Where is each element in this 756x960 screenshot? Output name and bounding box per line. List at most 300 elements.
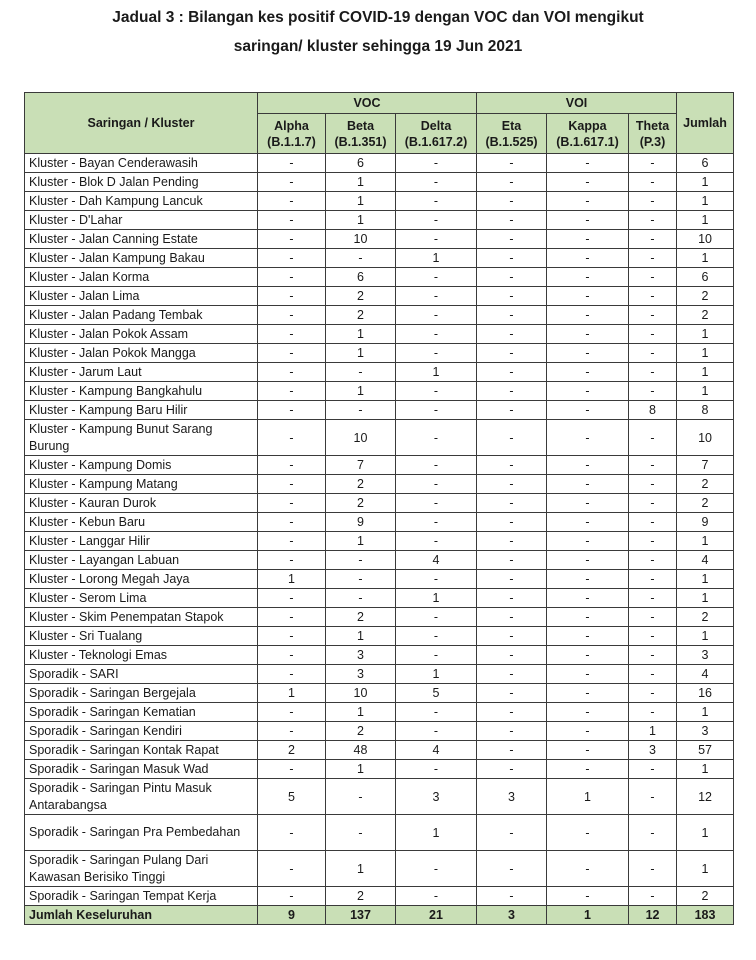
row-total-cell: 1 xyxy=(677,325,734,344)
variant-count-cell: 2 xyxy=(326,287,396,306)
variant-count-cell: 1 xyxy=(547,779,629,815)
variant-count-cell: - xyxy=(258,192,326,211)
variant-count-cell: - xyxy=(547,608,629,627)
variant-count-cell: - xyxy=(477,665,547,684)
variant-count-cell: - xyxy=(477,627,547,646)
table-row xyxy=(25,532,734,551)
variant-count-cell: - xyxy=(547,249,629,268)
variant-count-cell: - xyxy=(258,401,326,420)
row-label: Sporadik - Saringan Bergejala xyxy=(25,684,258,703)
variant-count-cell: 10 xyxy=(326,684,396,703)
row-label: Kluster - Jalan Padang Tembak xyxy=(25,306,258,325)
row-label: Kluster - Lorong Megah Jaya xyxy=(25,570,258,589)
header-variant: Delta (B.1.617.2) xyxy=(396,114,477,154)
variant-count-cell: - xyxy=(547,268,629,287)
variant-count-cell: 7 xyxy=(326,456,396,475)
table-row xyxy=(25,325,734,344)
variant-count-cell: 3 xyxy=(629,741,677,760)
grand-total-cell: 3 xyxy=(477,906,547,925)
table-row xyxy=(25,513,734,532)
variant-count-cell: 1 xyxy=(326,851,396,887)
variant-count-cell: 1 xyxy=(326,211,396,230)
variant-count-cell: - xyxy=(477,287,547,306)
header-total: Jumlah xyxy=(677,93,734,154)
table-row xyxy=(25,741,734,760)
variant-count-cell: - xyxy=(258,665,326,684)
row-total-cell: 4 xyxy=(677,665,734,684)
variant-count-cell: 4 xyxy=(396,551,477,570)
row-total-cell: 7 xyxy=(677,456,734,475)
grand-total-cell: 21 xyxy=(396,906,477,925)
variant-count-cell: - xyxy=(547,344,629,363)
variant-count-cell: - xyxy=(629,287,677,306)
variant-count-cell: - xyxy=(396,344,477,363)
row-label: Kluster - Layangan Labuan xyxy=(25,551,258,570)
variant-count-cell: 48 xyxy=(326,741,396,760)
grand-total-cell: 137 xyxy=(326,906,396,925)
variant-count-cell: - xyxy=(547,420,629,456)
table-row xyxy=(25,154,734,173)
variant-count-cell: - xyxy=(629,173,677,192)
variant-count-cell: 6 xyxy=(326,268,396,287)
variant-count-cell: - xyxy=(477,382,547,401)
variant-count-cell: - xyxy=(629,230,677,249)
variant-count-cell: - xyxy=(629,760,677,779)
row-label: Sporadik - Saringan Kendiri xyxy=(25,722,258,741)
table-row xyxy=(25,779,734,815)
row-total-cell: 1 xyxy=(677,703,734,722)
variant-count-cell: 3 xyxy=(326,646,396,665)
table-row xyxy=(25,230,734,249)
variant-count-cell: - xyxy=(547,551,629,570)
header-variant: Kappa (B.1.617.1) xyxy=(547,114,629,154)
variant-count-cell: 5 xyxy=(396,684,477,703)
grand-total-sum: 183 xyxy=(677,906,734,925)
variant-count-cell: - xyxy=(396,722,477,741)
table-row xyxy=(25,306,734,325)
variant-count-cell: - xyxy=(258,420,326,456)
variant-count-cell: - xyxy=(396,173,477,192)
row-label: Sporadik - Saringan Pulang Dari Kawasan Berisiko Tinggi xyxy=(25,851,258,887)
variant-count-cell: - xyxy=(396,608,477,627)
variant-count-cell: - xyxy=(258,608,326,627)
variant-count-cell: - xyxy=(477,249,547,268)
row-total-cell: 10 xyxy=(677,420,734,456)
variant-count-cell: - xyxy=(258,646,326,665)
variant-count-cell: - xyxy=(629,570,677,589)
table-row xyxy=(25,249,734,268)
table-row xyxy=(25,287,734,306)
table-row xyxy=(25,887,734,906)
variant-count-cell: - xyxy=(258,513,326,532)
row-total-cell: 1 xyxy=(677,851,734,887)
variant-count-cell: - xyxy=(258,722,326,741)
row-label: Kluster - Kampung Baru Hilir xyxy=(25,401,258,420)
row-label: Sporadik - Saringan Tempat Kerja xyxy=(25,887,258,906)
variant-count-cell: - xyxy=(547,703,629,722)
variant-count-cell: 1 xyxy=(326,382,396,401)
variant-count-cell: - xyxy=(477,154,547,173)
variant-count-cell: - xyxy=(629,851,677,887)
table-body xyxy=(25,154,734,906)
variant-count-cell: - xyxy=(396,532,477,551)
row-label: Kluster - Kebun Baru xyxy=(25,513,258,532)
variant-count-cell: - xyxy=(629,154,677,173)
table-row xyxy=(25,627,734,646)
variant-count-cell: - xyxy=(477,684,547,703)
variant-count-cell: - xyxy=(477,456,547,475)
variant-count-cell: - xyxy=(547,646,629,665)
variant-count-cell: - xyxy=(258,456,326,475)
row-total-cell: 2 xyxy=(677,475,734,494)
variant-count-cell: - xyxy=(477,192,547,211)
variant-count-cell: - xyxy=(629,192,677,211)
variant-count-cell: - xyxy=(629,551,677,570)
grand-total-cell: 12 xyxy=(629,906,677,925)
variant-count-cell: - xyxy=(396,287,477,306)
variant-count-cell: - xyxy=(326,249,396,268)
table-row xyxy=(25,760,734,779)
variant-count-cell: 2 xyxy=(326,722,396,741)
variant-count-cell: - xyxy=(629,589,677,608)
row-total-cell: 1 xyxy=(677,382,734,401)
variant-count-cell: - xyxy=(629,703,677,722)
row-total-cell: 1 xyxy=(677,173,734,192)
variant-count-cell: - xyxy=(547,363,629,382)
row-total-cell: 6 xyxy=(677,268,734,287)
variant-count-cell: 9 xyxy=(326,513,396,532)
variant-count-cell: 8 xyxy=(629,401,677,420)
row-label: Kluster - Jalan Korma xyxy=(25,268,258,287)
variant-count-cell: 4 xyxy=(396,741,477,760)
variant-count-cell: 10 xyxy=(326,420,396,456)
variant-count-cell: - xyxy=(258,268,326,287)
variant-count-cell: - xyxy=(258,230,326,249)
variant-count-cell: 1 xyxy=(396,363,477,382)
variant-count-cell: - xyxy=(629,887,677,906)
row-total-cell: 1 xyxy=(677,815,734,851)
variant-count-cell: - xyxy=(477,722,547,741)
row-label: Sporadik - Saringan Kematian xyxy=(25,703,258,722)
variant-count-cell: - xyxy=(396,306,477,325)
variant-count-cell: - xyxy=(396,627,477,646)
variant-count-cell: - xyxy=(629,306,677,325)
variant-count-cell: - xyxy=(629,608,677,627)
variant-count-cell: - xyxy=(326,551,396,570)
table-row xyxy=(25,722,734,741)
row-label: Kluster - Jalan Pokok Mangga xyxy=(25,344,258,363)
grand-total-row xyxy=(25,906,734,925)
row-label: Kluster - D'Lahar xyxy=(25,211,258,230)
table-row xyxy=(25,684,734,703)
variant-count-cell: - xyxy=(477,325,547,344)
variant-count-cell: - xyxy=(629,363,677,382)
row-label: Sporadik - Saringan Masuk Wad xyxy=(25,760,258,779)
variant-count-cell: 1 xyxy=(326,173,396,192)
variant-count-cell: - xyxy=(547,306,629,325)
variant-count-cell: 2 xyxy=(326,475,396,494)
variant-count-cell: 1 xyxy=(396,815,477,851)
row-label: Kluster - Teknologi Emas xyxy=(25,646,258,665)
variant-count-cell: - xyxy=(396,325,477,344)
row-total-cell: 1 xyxy=(677,211,734,230)
row-label: Kluster - Jalan Lima xyxy=(25,287,258,306)
variant-count-cell: - xyxy=(258,532,326,551)
row-total-cell: 9 xyxy=(677,513,734,532)
variant-count-cell: - xyxy=(326,363,396,382)
table-row xyxy=(25,211,734,230)
variant-count-cell: - xyxy=(547,665,629,684)
variant-count-cell: - xyxy=(629,249,677,268)
variant-count-cell: - xyxy=(629,665,677,684)
variant-count-cell: 1 xyxy=(396,665,477,684)
variant-count-cell: - xyxy=(326,815,396,851)
variant-count-cell: - xyxy=(629,268,677,287)
row-total-cell: 1 xyxy=(677,627,734,646)
row-label: Sporadik - Saringan Pra Pembedahan xyxy=(25,815,258,851)
variant-count-cell: - xyxy=(396,401,477,420)
table-row xyxy=(25,382,734,401)
row-total-cell: 10 xyxy=(677,230,734,249)
row-label: Kluster - Jalan Kampung Bakau xyxy=(25,249,258,268)
row-total-cell: 1 xyxy=(677,532,734,551)
row-label: Kluster - Kampung Matang xyxy=(25,475,258,494)
variant-count-cell: - xyxy=(477,363,547,382)
row-total-cell: 1 xyxy=(677,570,734,589)
variant-count-cell: - xyxy=(547,815,629,851)
table-row xyxy=(25,646,734,665)
table-row xyxy=(25,475,734,494)
variant-count-cell: - xyxy=(477,344,547,363)
variant-count-cell: - xyxy=(547,287,629,306)
variant-count-cell: - xyxy=(326,589,396,608)
row-total-cell: 1 xyxy=(677,760,734,779)
row-total-cell: 4 xyxy=(677,551,734,570)
variant-count-cell: - xyxy=(396,230,477,249)
variant-count-cell: - xyxy=(258,551,326,570)
row-total-cell: 2 xyxy=(677,887,734,906)
row-label: Kluster - Kauran Durok xyxy=(25,494,258,513)
row-label: Sporadik - Saringan Pintu Masuk Antarabangsa xyxy=(25,779,258,815)
variant-count-cell: - xyxy=(326,779,396,815)
variant-count-cell: - xyxy=(477,741,547,760)
variant-count-cell: - xyxy=(258,494,326,513)
variant-count-cell: - xyxy=(258,344,326,363)
table-row xyxy=(25,401,734,420)
variant-count-cell: 1 xyxy=(258,684,326,703)
table-row xyxy=(25,551,734,570)
variant-count-cell: 1 xyxy=(326,627,396,646)
variant-count-cell: - xyxy=(477,646,547,665)
table-row xyxy=(25,570,734,589)
variant-count-cell: - xyxy=(547,684,629,703)
variant-count-cell: - xyxy=(258,627,326,646)
row-label: Kluster - Bayan Cenderawasih xyxy=(25,154,258,173)
variant-count-cell: - xyxy=(629,513,677,532)
row-total-cell: 2 xyxy=(677,608,734,627)
row-label: Kluster - Jalan Canning Estate xyxy=(25,230,258,249)
row-label: Kluster - Sri Tualang xyxy=(25,627,258,646)
variant-count-cell: - xyxy=(477,760,547,779)
variant-count-cell: - xyxy=(258,887,326,906)
variant-count-cell: - xyxy=(547,456,629,475)
header-variant: Beta (B.1.351) xyxy=(326,114,396,154)
header-cluster: Saringan / Kluster xyxy=(25,93,258,154)
variant-count-cell: - xyxy=(629,475,677,494)
variant-count-cell: - xyxy=(477,401,547,420)
variant-count-cell: - xyxy=(396,851,477,887)
variant-count-cell: 1 xyxy=(258,570,326,589)
variant-count-cell: 1 xyxy=(326,703,396,722)
variant-count-cell: 5 xyxy=(258,779,326,815)
variant-count-cell: - xyxy=(629,646,677,665)
variant-count-cell: 1 xyxy=(326,760,396,779)
table-row xyxy=(25,456,734,475)
variant-count-cell: - xyxy=(477,513,547,532)
variant-count-cell: - xyxy=(547,722,629,741)
variant-count-cell: - xyxy=(629,532,677,551)
variant-count-cell: 1 xyxy=(326,192,396,211)
variant-count-cell: - xyxy=(258,249,326,268)
table-row xyxy=(25,703,734,722)
variant-count-cell: 2 xyxy=(326,608,396,627)
variant-count-cell: - xyxy=(477,173,547,192)
row-label: Kluster - Kampung Bangkahulu xyxy=(25,382,258,401)
variant-count-cell: - xyxy=(547,851,629,887)
variant-count-cell: - xyxy=(258,475,326,494)
variant-count-cell: - xyxy=(629,325,677,344)
variant-count-cell: - xyxy=(629,211,677,230)
variant-count-cell: 2 xyxy=(326,306,396,325)
variant-count-cell: - xyxy=(547,741,629,760)
row-label: Kluster - Skim Penempatan Stapok xyxy=(25,608,258,627)
table-row xyxy=(25,494,734,513)
variant-count-cell: 3 xyxy=(477,779,547,815)
row-label: Sporadik - Saringan Kontak Rapat xyxy=(25,741,258,760)
variant-count-cell: - xyxy=(547,532,629,551)
variant-count-cell: - xyxy=(477,420,547,456)
variant-count-cell: - xyxy=(396,154,477,173)
variant-count-cell: - xyxy=(258,211,326,230)
variant-count-cell: - xyxy=(547,401,629,420)
table-row xyxy=(25,173,734,192)
row-label: Kluster - Langgar Hilir xyxy=(25,532,258,551)
variant-count-cell: - xyxy=(547,589,629,608)
row-label: Kluster - Blok D Jalan Pending xyxy=(25,173,258,192)
variant-count-cell: - xyxy=(258,760,326,779)
table-row xyxy=(25,665,734,684)
variant-count-cell: - xyxy=(547,475,629,494)
header-voi: VOI xyxy=(477,93,677,114)
row-total-cell: 1 xyxy=(677,249,734,268)
row-total-cell: 2 xyxy=(677,494,734,513)
variant-count-cell: - xyxy=(258,382,326,401)
variant-count-cell: - xyxy=(258,173,326,192)
variant-count-cell: - xyxy=(477,551,547,570)
variant-count-cell: - xyxy=(396,456,477,475)
row-total-cell: 1 xyxy=(677,192,734,211)
variant-count-cell: 1 xyxy=(396,249,477,268)
variant-count-cell: - xyxy=(326,570,396,589)
row-total-cell: 8 xyxy=(677,401,734,420)
variant-count-cell: 3 xyxy=(326,665,396,684)
variant-count-cell: - xyxy=(477,570,547,589)
variant-count-cell: - xyxy=(396,420,477,456)
row-label: Sporadik - SARI xyxy=(25,665,258,684)
row-total-cell: 1 xyxy=(677,344,734,363)
grand-total-label: Jumlah Keseluruhan xyxy=(25,906,258,925)
table-title-line-2: saringan/ kluster sehingga 19 Jun 2021 xyxy=(233,38,523,55)
variant-count-cell: - xyxy=(477,211,547,230)
variant-count-cell: - xyxy=(396,760,477,779)
row-label: Kluster - Jarum Laut xyxy=(25,363,258,382)
variant-count-cell: - xyxy=(326,401,396,420)
variant-count-cell: - xyxy=(396,887,477,906)
variant-count-cell: 10 xyxy=(326,230,396,249)
variant-count-cell: - xyxy=(258,363,326,382)
variant-count-cell: - xyxy=(477,475,547,494)
row-total-cell: 6 xyxy=(677,154,734,173)
variant-count-cell: - xyxy=(396,268,477,287)
variant-count-cell: - xyxy=(396,646,477,665)
variant-count-cell: - xyxy=(258,815,326,851)
grand-total-cell: 9 xyxy=(258,906,326,925)
header-voc: VOC xyxy=(258,93,477,114)
variant-count-cell: - xyxy=(547,570,629,589)
variant-count-cell: - xyxy=(258,851,326,887)
variant-count-cell: 1 xyxy=(629,722,677,741)
grand-total-cell: 1 xyxy=(547,906,629,925)
variant-count-cell: - xyxy=(547,382,629,401)
row-total-cell: 1 xyxy=(677,589,734,608)
variant-count-cell: - xyxy=(396,494,477,513)
variant-count-cell: - xyxy=(547,211,629,230)
table-row xyxy=(25,608,734,627)
variant-count-cell: - xyxy=(547,325,629,344)
variant-count-cell: - xyxy=(547,494,629,513)
variant-count-cell: - xyxy=(258,154,326,173)
variant-count-cell: 1 xyxy=(326,532,396,551)
variant-count-cell: - xyxy=(396,703,477,722)
variant-count-cell: - xyxy=(477,306,547,325)
variant-count-cell: - xyxy=(396,570,477,589)
header-variant: Alpha (B.1.1.7) xyxy=(258,114,326,154)
variant-count-cell: 2 xyxy=(326,494,396,513)
row-label: Kluster - Kampung Bunut Sarang Burung xyxy=(25,420,258,456)
variant-count-cell: - xyxy=(477,494,547,513)
variant-count-cell: - xyxy=(396,513,477,532)
header-variant: Theta (P.3) xyxy=(629,114,677,154)
variant-count-cell: - xyxy=(477,608,547,627)
variant-count-cell: - xyxy=(258,703,326,722)
variant-count-cell: - xyxy=(547,887,629,906)
row-label: Kluster - Jalan Pokok Assam xyxy=(25,325,258,344)
table-row xyxy=(25,589,734,608)
variant-count-cell: - xyxy=(629,420,677,456)
row-total-cell: 1 xyxy=(677,363,734,382)
variant-count-cell: 1 xyxy=(326,325,396,344)
table-row xyxy=(25,268,734,287)
variant-count-cell: - xyxy=(477,268,547,287)
variant-count-cell: - xyxy=(629,627,677,646)
row-label: Kluster - Kampung Domis xyxy=(25,456,258,475)
table-row xyxy=(25,815,734,851)
variant-count-cell: - xyxy=(477,851,547,887)
table-title-line-1: Jadual 3 : Bilangan kes positif COVID-19 dengan VOC dan VOI mengikut xyxy=(112,9,644,26)
variant-count-cell: - xyxy=(396,192,477,211)
covid-variant-table xyxy=(24,92,734,925)
variant-count-cell: 6 xyxy=(326,154,396,173)
